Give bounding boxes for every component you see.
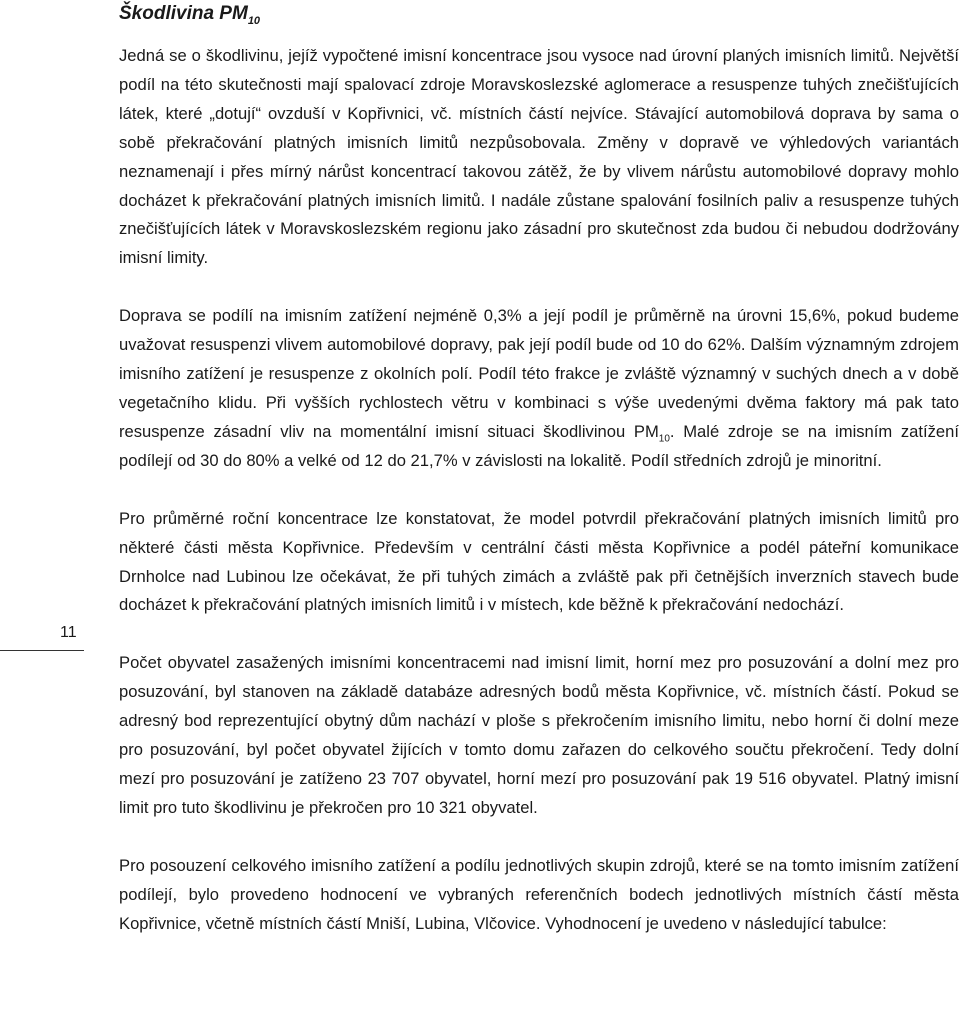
- paragraph-5: Pro posouzení celkového imisního zatížení a podílu jednotlivých skupin zdrojů, které se na tomto imisním zatížení podílejí, bylo provedeno hodnocení ve vybraných referenčních bodech jednotlivých místních částí města Kopřivnice, včetně místních částí Mniší, Lubina, Vlčovice. Vyhodnocení je uvedeno v následující tabulce:: [119, 855, 959, 933]
- paragraph-2-text-before: Doprava se podílí na imisním zatížení nejméně 0,3% a její podíl je průměrně na úrovni 15,6%, pokud budeme uvažovat resuspenzi vlivem automobilové dopravy, pak její podíl bude od 10 do 62%. Dalším významným zdrojem imisního zatížení je resuspenze z okolních polí. Podíl této frakce je zvláště významný v suchých dnech a v době vegetačního klidu. Při vyšších rychlostech větru v kombinaci s výše uvedenými dvěma faktory má pak tato resuspenze zásadní vliv na momentální imisní situaci škodlivinou PM: [119, 306, 959, 441]
- page-number-rule: [0, 650, 84, 651]
- paragraph-1: Jedná se o škodlivinu, jejíž vypočtené imisní koncentrace jsou vysoce nad úrovní planých imisních limitů. Největší podíl na této skutečnosti mají spalovací zdroje Moravskoslezské aglomerace a resuspenze tuhých znečišťujících látek, které „dotují“ ovzduší v Kopřivnici, vč. místních částí nejvíce. Stávající automobilová doprava by sama o sobě překračování platných imisních limitů nezpůsobovala. Změny v dopravě ve výhledových variantách neznamenají i přes mírný nárůst koncentrací takovou zátěž, že by vlivem nárůstu automobilové dopravy mohlo docházet k překračování platných imisních limitů. I nadále zůstane spalování fosilních paliv a resuspenze tuhých znečišťujících látek v Moravskoslezském regionu jako zásadní pro skutečnost zda budou či nebudou dodržovány imisní limity.: [119, 46, 959, 268]
- paragraph-2-text-after: . Malé zdroje se na imisním zatížení podílejí od 30 do 80% a velké od 12 do 21,7% v závislosti na lokalitě. Podíl středních zdrojů je minoritní.: [119, 421, 959, 470]
- paragraph-2: [119, 302, 959, 475]
- section-heading-text: Škodlivina PM: [119, 3, 248, 24]
- paragraph-3: Pro průměrné roční koncentrace lze konstatovat, že model potvrdil překračování platných imisních limitů pro některé části města Kopřivnice. Především v centrální části města Kopřivnice a podél páteřní komunikace Drnholce nad Lubinou lze očekávat, že při tuhých zimách a zvláště pak při četnějších inverzních stavech bude docházet k překračování platných imisních limitů i v místech, kde běžně k překračování nedochází.: [119, 508, 959, 615]
- paragraph-4: Počet obyvatel zasažených imisními koncentracemi nad imisní limit, horní mez pro posuzování a dolní mez pro posuzování, byl stanoven na základě databáze adresných bodů města Kopřivnice, vč. místních částí. Pokud se adresný bod reprezentující obytný dům nachází v ploše s překročením imisního limitu, nebo horní či dolní meze pro posuzování, byl počet obyvatel žijících v tomto domu zařazen do celkového součtu překročení. Tedy dolní mezí pro posuzování je zatíženo 23 707 obyvatel, horní mezí pro posuzování pak 19 516 obyvatel. Platný imisní limit pro tuto škodlivinu je překročen pro 10 321 obyvatel.: [119, 653, 959, 817]
- section-heading-subscript: 10: [247, 14, 261, 27]
- paragraph-2-subscript: 10: [658, 433, 670, 445]
- section-heading: [119, 3, 260, 27]
- document-body: [119, 42, 959, 938]
- page-number: 11: [60, 624, 77, 641]
